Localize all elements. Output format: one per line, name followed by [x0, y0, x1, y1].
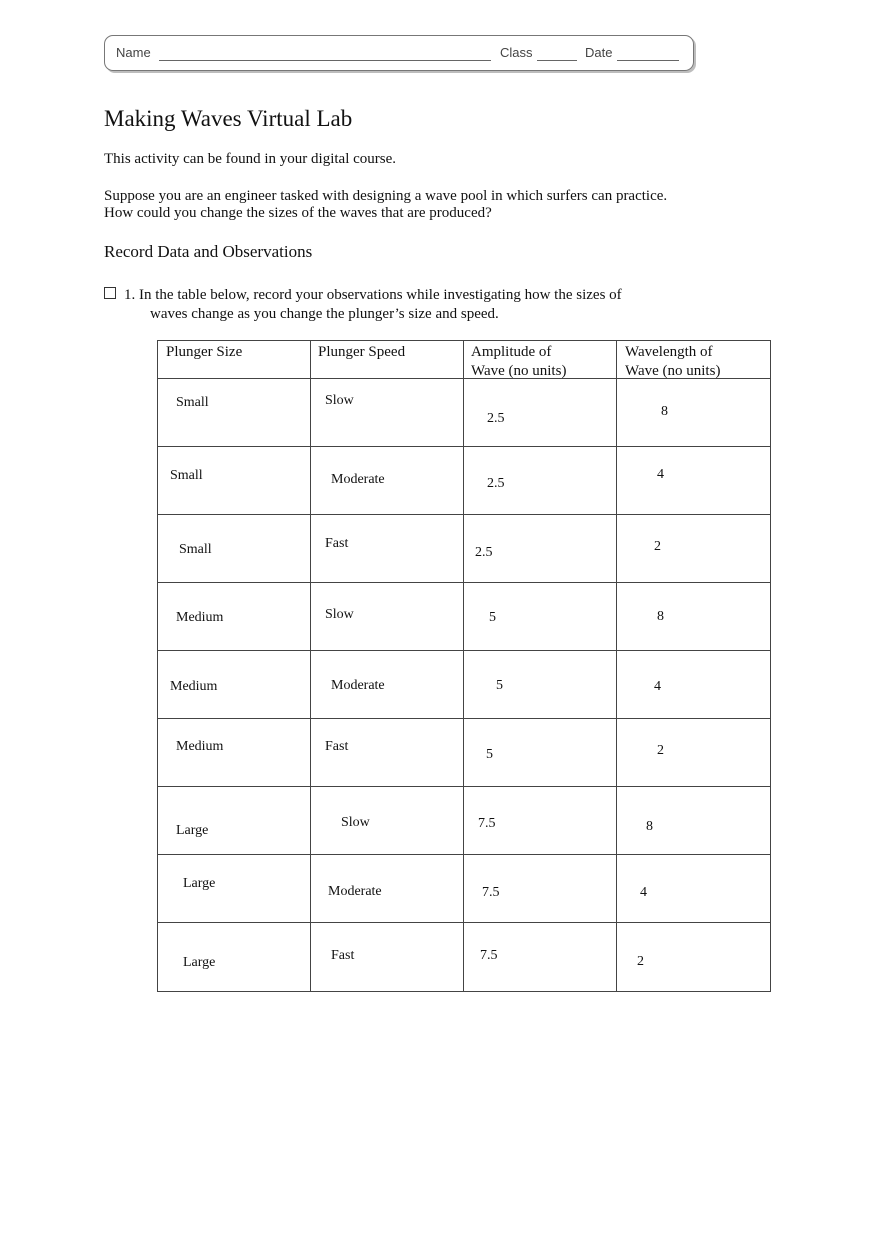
question-line-2: waves change as you change the plunger’s size and speed.	[150, 306, 499, 322]
header-wavelength-line-2: Wave (no units)	[625, 363, 721, 379]
cell-amplitude[interactable]: 5	[489, 610, 496, 625]
cell-speed: Slow	[325, 393, 354, 408]
question-1	[104, 286, 622, 324]
cell-wavelength[interactable]: 4	[657, 467, 664, 482]
row-divider	[158, 718, 770, 719]
row-divider	[158, 582, 770, 583]
header-wavelength-line-1: Wavelength of	[625, 344, 713, 360]
cell-size: Small	[170, 468, 203, 483]
cell-speed: Moderate	[328, 884, 382, 899]
column-divider	[616, 341, 617, 991]
intro-text: This activity can be found in your digital course.	[104, 151, 397, 167]
cell-wavelength[interactable]: 8	[657, 609, 664, 624]
prompt-line-1: Suppose you are an engineer tasked with designing a wave pool in which surfers can practice.	[104, 188, 668, 204]
cell-speed: Slow	[341, 815, 370, 830]
date-field[interactable]	[617, 60, 679, 61]
page-title: Making Waves Virtual Lab	[104, 106, 353, 131]
name-label: Name	[116, 45, 151, 60]
header-amplitude	[471, 343, 566, 381]
cell-speed: Fast	[331, 948, 355, 963]
prompt-line-2: How could you change the sizes of the waves that are produced?	[104, 205, 492, 221]
header-amplitude-line-1: Amplitude of	[471, 344, 552, 360]
date-label: Date	[585, 45, 613, 60]
cell-wavelength[interactable]: 2	[654, 539, 661, 554]
student-info-box	[104, 35, 694, 71]
row-divider	[158, 786, 770, 787]
cell-speed: Fast	[325, 536, 349, 551]
cell-size: Large	[183, 955, 216, 970]
cell-amplitude[interactable]: 2.5	[487, 411, 505, 426]
row-divider	[158, 514, 770, 515]
header-plunger-speed: Plunger Speed	[318, 344, 406, 360]
column-divider	[310, 341, 311, 991]
row-divider	[158, 650, 770, 651]
cell-size: Medium	[170, 679, 218, 694]
cell-amplitude[interactable]: 2.5	[475, 545, 493, 560]
question-line-1: 1. In the table below, record your observations while investigating how the sizes of	[124, 287, 622, 303]
cell-wavelength[interactable]: 4	[654, 679, 661, 694]
cell-size: Medium	[176, 610, 224, 625]
cell-speed: Fast	[325, 739, 349, 754]
cell-amplitude[interactable]: 7.5	[480, 948, 498, 963]
class-field[interactable]	[537, 60, 577, 61]
cell-size: Large	[176, 823, 209, 838]
cell-size: Small	[176, 395, 209, 410]
cell-size: Small	[179, 542, 212, 557]
cell-amplitude[interactable]: 5	[486, 747, 493, 762]
row-divider	[158, 446, 770, 447]
name-field[interactable]	[159, 60, 491, 61]
cell-size: Medium	[176, 739, 224, 754]
cell-wavelength[interactable]: 4	[640, 885, 647, 900]
cell-speed: Slow	[325, 607, 354, 622]
cell-amplitude[interactable]: 2.5	[487, 476, 505, 491]
cell-amplitude[interactable]: 5	[496, 678, 503, 693]
row-divider	[158, 854, 770, 855]
header-wavelength	[625, 343, 720, 381]
checkbox-icon[interactable]	[104, 287, 116, 299]
cell-wavelength[interactable]: 2	[657, 743, 664, 758]
data-table	[157, 340, 771, 992]
column-divider	[463, 341, 464, 991]
cell-amplitude[interactable]: 7.5	[478, 816, 496, 831]
cell-wavelength[interactable]: 8	[646, 819, 653, 834]
cell-amplitude[interactable]: 7.5	[482, 885, 500, 900]
cell-speed: Moderate	[331, 678, 385, 693]
cell-speed: Moderate	[331, 472, 385, 487]
cell-wavelength[interactable]: 8	[661, 404, 668, 419]
header-amplitude-line-2: Wave (no units)	[471, 363, 567, 379]
section-heading: Record Data and Observations	[104, 242, 313, 261]
cell-size: Large	[183, 876, 216, 891]
class-label: Class	[500, 45, 533, 60]
header-plunger-size: Plunger Size	[166, 344, 243, 360]
cell-wavelength[interactable]: 2	[637, 954, 644, 969]
row-divider	[158, 922, 770, 923]
